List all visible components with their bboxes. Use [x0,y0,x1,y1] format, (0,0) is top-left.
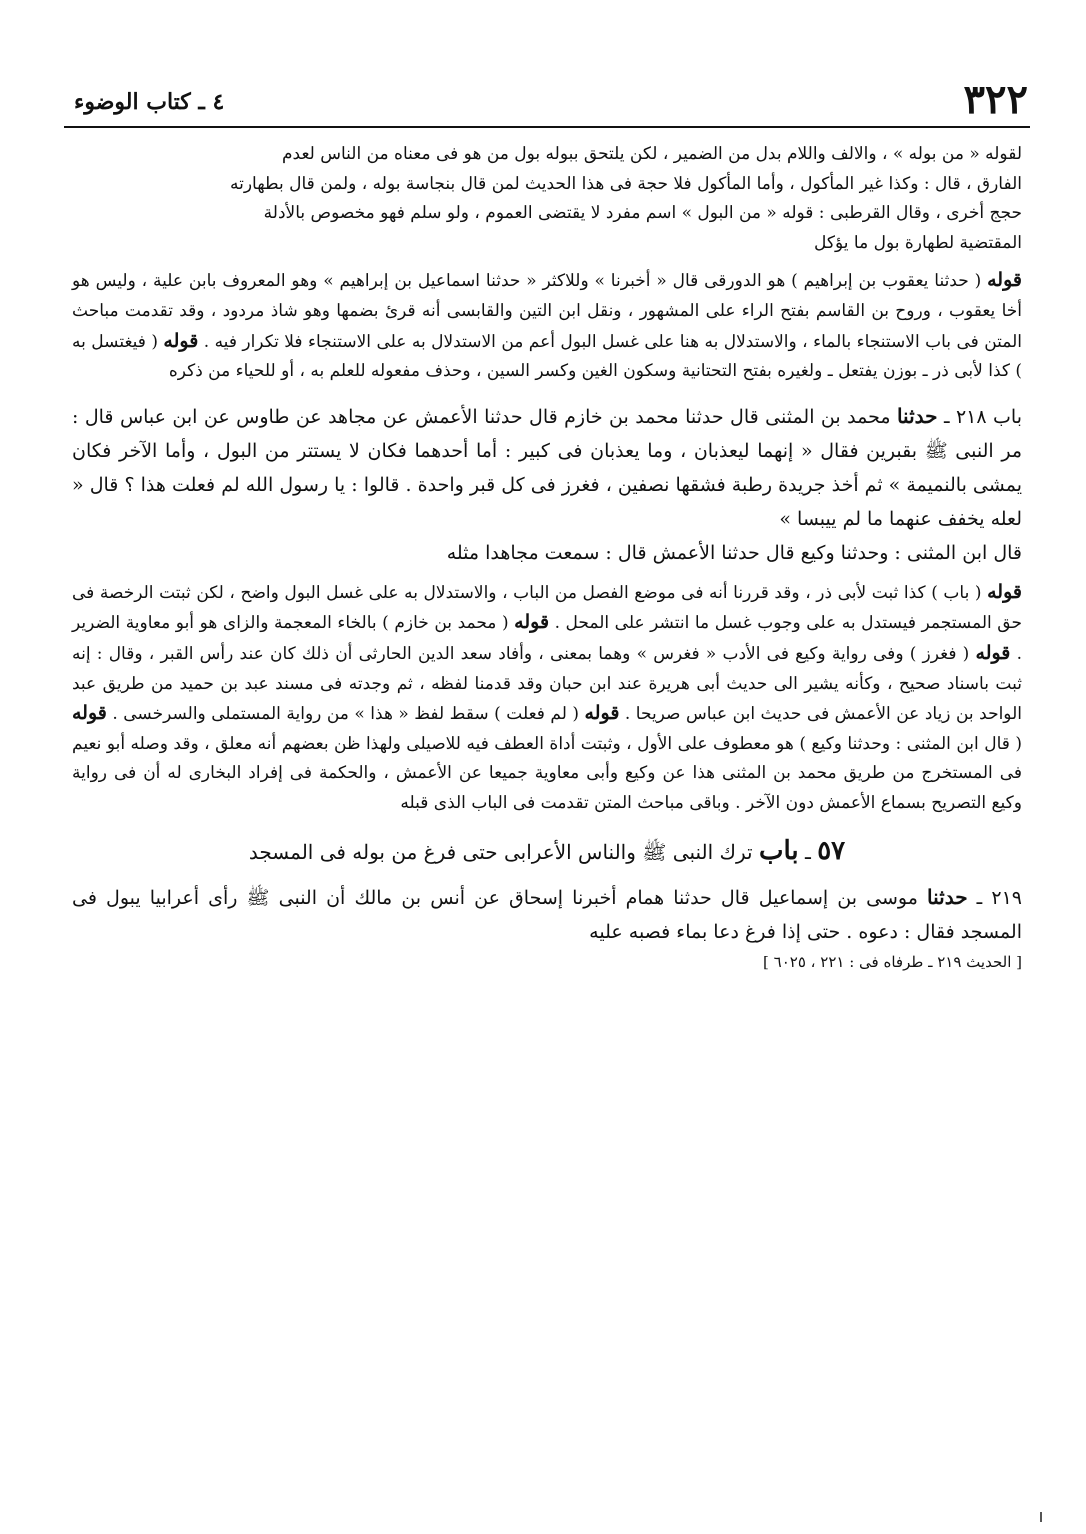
hadith-number: باب ٢١٨ ـ [937,405,1022,428]
commentary-text: ( لم فعلت ) سقط لفظ « هذا » من رواية المستملى والسرخسى . [106,704,585,725]
haddathana-marker: حدثنا [896,403,938,428]
commentary-paragraph [72,578,1022,819]
hadith-218 [72,399,1022,536]
chapter-dash: ـ [798,839,818,864]
page-body [72,140,1022,975]
page-number: ٣٢٢ [963,76,1028,123]
chapter-title: ترك النبى ﷺ والناس الأعرابى حتى فرغ من بوله فى المسجد [248,839,759,864]
hadith-219 [72,880,1022,949]
cross-reference: [ الحديث ٢١٩ ـ طرفاه فى : ٢٢١ ، ٦٠٢٥ ] [763,952,1022,971]
haddathana-marker: حدثنا [927,884,968,909]
commentary-text: ( محمد بن خازم ) بالخاء المعجمة والزاى هو أبو معاوية الضرير . [72,613,1022,664]
bab-marker: باب [758,835,799,866]
commentary-text: ( فغرز ) وفى رواية وكيع فى الأدب « فغرس » وهما بمعنى ، وأفاد سعد الدين الحارثى أن ذلك كان عند رأس القبر ، وقال : إنه ثبت باسناد صحيح ، وكأنه يشير الى حديث أبى هريرة عند ابن حبان وقد قدمنا لفظه ، ثم وجدته فى مسند عبد بن حميد من طريق عبد الواحد بن زياد عن الأعمش فى حديث ابن عباس صريحا . [72,643,1022,725]
commentary-line: الفارق ، قال : وكذا غير المأكول ، وأما المأكول فلا حجة فى هذا الحديث لمن قال بنجاسة بوله ، ولمن قال بطهارته [229,173,1022,194]
page-header [64,78,1030,128]
commentary-text: ( قال ابن المثنى : وحدثنا وكيع ) هو معطوف على الأول ، وثبتت أداة العطف فيه للاصيلى ولهذا ظن بعضهم أنه معلق ، وقد وصله أبو نعيم فى المستخرج من طريق محمد بن المثنى هذا عن وكيع وأبى معاوية جميعا عن الأعمش ، والحكمة فى إفراد البخارى له أن فى رواية وكيع التصريح بسماع الأعمش دون الآخر . وباقى مباحث المتن تقدمت فى الباب الذى قبله [72,733,1022,813]
qawluh-marker: قوله [987,269,1022,292]
qawluh-marker: قوله [163,329,199,352]
commentary-text: ( فيغتسل به ) كذا لأبى ذر ـ بوزن يفتعل ـ ولغيره بفتح التحتانية وسكون الغين وكسر السين ، وحذف مفعوله للعلم به ، أو للحياء من ذكره [72,331,1022,382]
page-mark [1040,1512,1042,1522]
qawluh-marker: قوله [584,702,620,725]
hadith-text: محمد بن المثنى قال حدثنا محمد بن خازم قال حدثنا الأعمش عن مجاهد عن طاوس عن ابن عباس قال : مر النبى ﷺ بقبرين فقال « إنهما ليعذبان ، وما يعذبان فى كبير : أما أحدهما فكان لا يستتر من البول ، وأما الآخر فكان يمشى بالنميمة » ثم أخذ جريدة رطبة فشقها نصفين ، فغرز فى كل قبر واحدة . قالوا : يا رسول الله لم فعلت هذا ؟ قال « لعله يخفف عنهما ما لم ييبسا » [72,405,1022,530]
commentary-line: حجج أخرى ، وقال القرطبى : قوله « من البول » اسم مفرد لا يقتضى العموم ، ولو سلم فهو مخصوص بالأدلة [263,203,1022,224]
running-title: ٤ ـ كتاب الوضوء [74,89,225,115]
commentary-paragraph [72,266,1022,386]
commentary-text: ( باب ) كذا ثبت لأبى ذر ، وقد قررنا أنه فى موضع الفصل من الباب ، والاستدلال به على غسل البول واضح ، لكن ثبتت الرخصة فى حق المستجمر فيستدل به على وجوب غسل ما انتشر على المحل . [72,582,1022,634]
qawluh-marker: قوله [72,702,107,725]
hadith-218-addendum: قال ابن المثنى : وحدثنا وكيع قال حدثنا الأعمش قال : سمعت مجاهدا مثله [446,541,1022,564]
hadith-number: ٢١٩ ـ [967,886,1022,909]
chapter-number: ٥٧ [817,835,846,866]
commentary-text: ( حدثنا يعقوب بن إبراهيم ) هو الدورقى قال « أخبرنا » وللاكثر « حدثنا اسماعيل بن إبراهيم » وهو المعروف بابن علية ، وليس هو أخا يعقوب ، وروح بن القاسم بفتح الراء على المشهور ، ونقل ابن التين والقابسى أنه قرئ بضمها وهو شاذ مردود ، وقد تقدمت مباحث المتن فى باب الاستنجاء بالماء ، والاستدلال به هنا على غسل البول أعم من الاستدلال به على الاستنجاء فلا تكرار فيه . [72,271,1022,352]
qawluh-marker: قوله [975,641,1011,664]
hadith-text: موسى بن إسماعيل قال حدثنا همام أخبرنا إسحاق عن أنس بن مالك أن النبى ﷺ رأى أعرابيا يبول فى المسجد فقال : دعوه . حتى إذا فرغ دعا بماء فصبه عليه [72,886,1022,943]
qawluh-marker: قوله [987,580,1022,603]
commentary-line: المقتضية لطهارة بول ما يؤكل [814,232,1022,253]
qawluh-marker: قوله [514,611,550,634]
chapter-heading [72,831,1022,872]
commentary-line: لقوله « من بوله » ، والالف واللام بدل من الضمير ، لكن يلتحق ببوله بول من هو فى معناه من الناس لعدم [282,144,1022,164]
